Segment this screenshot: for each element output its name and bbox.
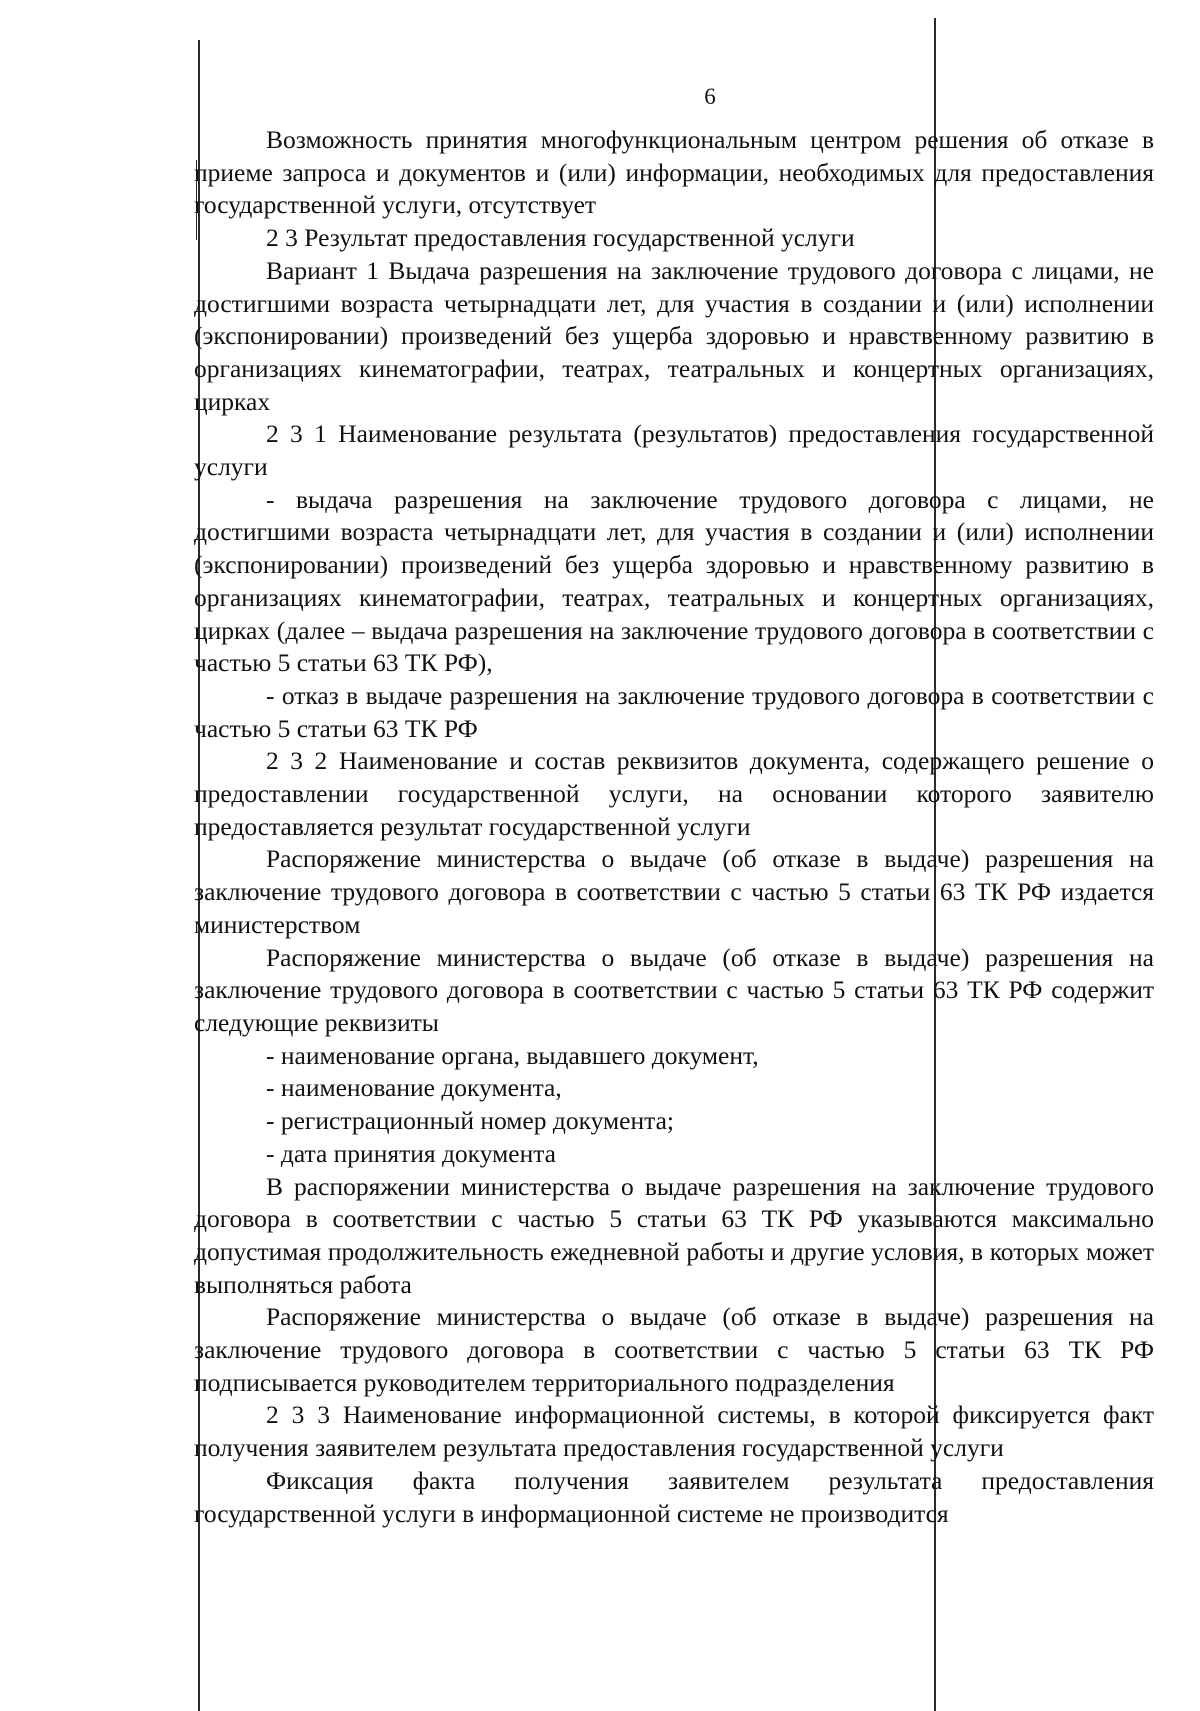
- paragraph-order-requisites: Распоряжение министерства о выдаче (об отказе в выдаче) разрешения на заключение трудового договора в соответствии с частью 5 статьи 63 ТК РФ содержит следующие реквизиты: [194, 942, 1154, 1037]
- section-heading-2-3: 2 3 Результат предоставления государственной услуги: [266, 223, 855, 253]
- page-number: 6: [704, 84, 716, 109]
- paragraph-order-conditions: В распоряжении министерства о выдаче разрешения на заключение трудового договора в соответствии с частью 5 статьи 63 ТК РФ указываются максимально допустимая продолжительность ежедневной работы и другие условия, в которых может выполняться работа: [194, 1171, 1154, 1299]
- paragraph-order-signed: Распоряжение министерства о выдаче (об отказе в выдаче) разрешения на заключение трудового договора в соответствии с частью 5 статьи 63 ТК РФ подписывается руководителем территориального подразделения: [194, 1302, 1154, 1397]
- paragraph-mfc-refusal: Возможность принятия многофункциональным центром решения об отказе в приеме запроса и документов и (или) информации, необходимых для предоставления государственной услуги, отсутствует: [194, 125, 1154, 220]
- paragraph-fixation: Фиксация факта получения заявителем результата предоставления государственной услуги в информационной системе не производится: [194, 1465, 1154, 1528]
- section-heading-2-3-3: 2 3 3 Наименование информационной системы, в которой фиксируется факт получения заявителем результата предоставления государственной услуги: [194, 1400, 1154, 1463]
- list-item-requisite-date: - дата принятия документа: [266, 1138, 557, 1168]
- list-item-requisite-number: - регистрационный номер документа;: [266, 1106, 674, 1136]
- paragraph-variant-1: Вариант 1 Выдача разрешения на заключение трудового договора с лицами, не достигшими возраста четырнадцати лет, для участия в создании и (или) исполнении (экспонировании) произведений без ущерба здоровью и нравственному развитию в организациях кинематографии, театрах, театральных и концертных организациях, цирках: [194, 255, 1154, 416]
- document-body: [194, 124, 1154, 1530]
- section-heading-2-3-1: 2 3 1 Наименование результата (результатов) предоставления государственной услуги: [194, 419, 1154, 482]
- list-item-result-refusal: - отказ в выдаче разрешения на заключение трудового договора в соответствии с частью 5 статьи 63 ТК РФ: [194, 680, 1154, 743]
- list-item-requisite-name: - наименование документа,: [266, 1073, 562, 1103]
- list-item-requisite-authority: - наименование органа, выдавшего документ,: [266, 1040, 759, 1070]
- section-heading-2-3-2: 2 3 2 Наименование и состав реквизитов документа, содержащего решение о предоставлении государственной услуги, на основании которого заявителю предоставляется результат государственной услуги: [194, 746, 1154, 841]
- list-item-result-issue: - выдача разрешения на заключение трудового договора с лицами, не достигшими возраста четырнадцати лет, для участия в создании и (или) исполнении (экспонировании) произведений без ущерба здоровью и нравственному развитию в организациях кинематографии, театрах, театральных и концертных организациях, цирках (далее – выдача разрешения на заключение трудового договора в соответствии с частью 5 статьи 63 ТК РФ),: [194, 484, 1154, 678]
- paragraph-order-issued: Распоряжение министерства о выдаче (об отказе в выдаче) разрешения на заключение трудового договора в соответствии с частью 5 статьи 63 ТК РФ издается министерством: [194, 844, 1154, 939]
